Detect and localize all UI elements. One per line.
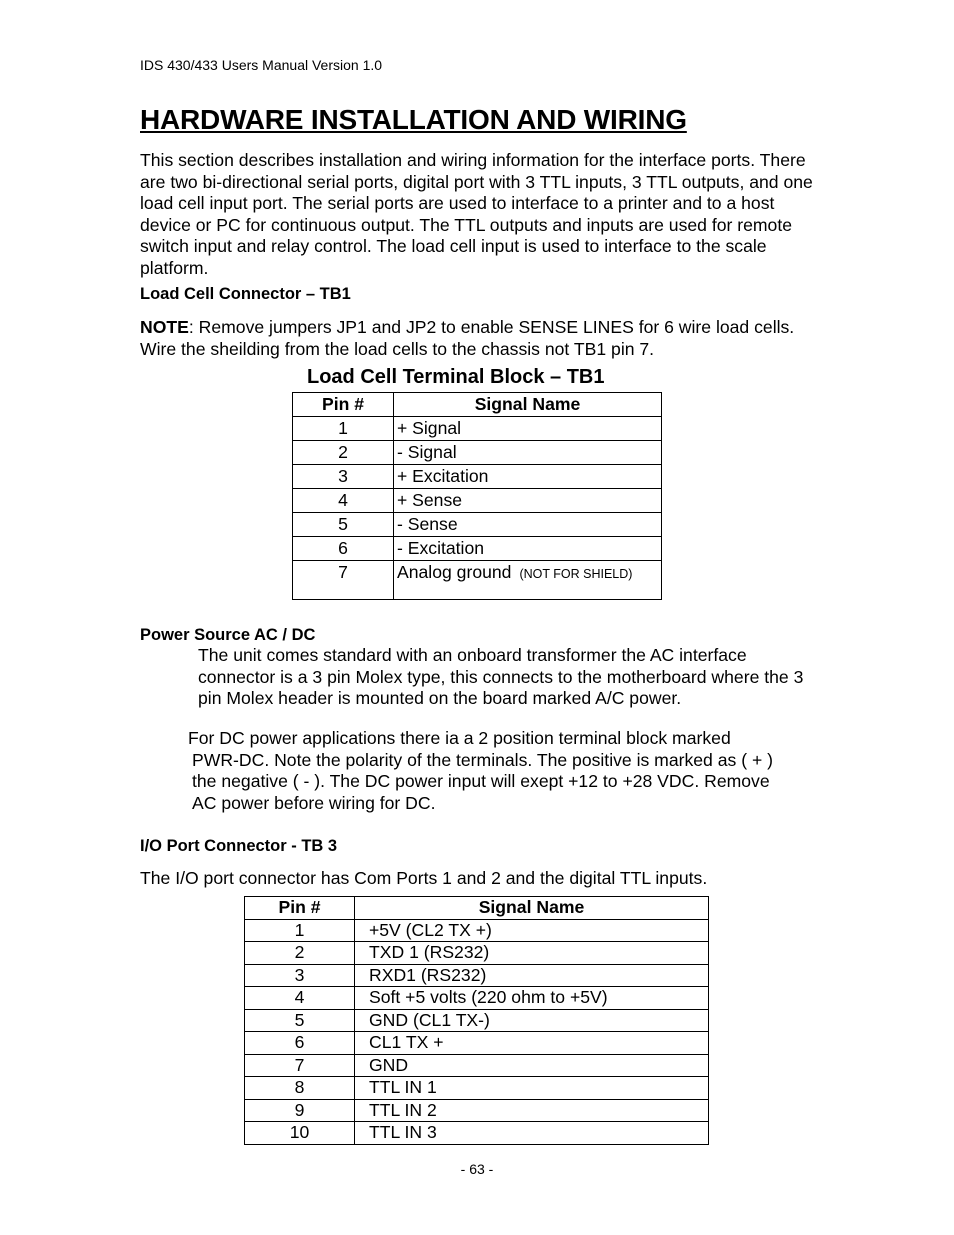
signal-name: +5V (CL2 TX +): [369, 919, 492, 940]
table-row: [293, 513, 662, 537]
table-header-row: [245, 897, 709, 920]
table-row: [245, 919, 709, 942]
pin-cell: 3: [245, 964, 355, 987]
io-port-intro: The I/O port connector has Com Ports 1 and 2 and the digital TTL inputs.: [140, 868, 708, 888]
table-row: [293, 417, 662, 441]
table-row: [293, 537, 662, 561]
table-row: [293, 489, 662, 513]
pin-cell: 3: [293, 465, 394, 489]
signal-name: GND (CL1 TX-): [369, 1009, 490, 1030]
signal-name: + Sense: [397, 490, 463, 510]
page-title: HARDWARE INSTALLATION AND WIRING: [140, 104, 687, 135]
signal-name: TTL IN 3: [369, 1122, 437, 1143]
signal-cell: [355, 1077, 709, 1100]
io-port-heading: I/O Port Connector - TB 3: [140, 837, 338, 855]
signal-name: + Signal: [397, 418, 462, 438]
intro-paragraph: This section describes installation and wiring information for the interface ports. There are two bi-directional serial ports, digital port with 3 TTL inputs, 3 TTL outputs, and one load cell input port. The serial ports are used to interface to a printer and to a host device or PC for continuous output. The TTL outputs and inputs are used for remote switch input and relay control. The load cell input is used to interface to the scale platform.: [140, 150, 813, 278]
signal-name: - Sense: [397, 514, 458, 534]
tb3-table: [244, 896, 709, 1145]
signal-cell: [394, 465, 662, 489]
signal-cell: [355, 964, 709, 987]
table-row: [245, 1122, 709, 1145]
pin-cell: 6: [293, 537, 394, 561]
table-row: [245, 964, 709, 987]
table-row: [293, 441, 662, 465]
signal-cell: [394, 441, 662, 465]
page-number: - 63 -: [460, 1161, 494, 1177]
table-row: [293, 561, 662, 600]
signal-cell: [355, 1009, 709, 1032]
pin-cell: 5: [245, 1009, 355, 1032]
signal-name: GND: [369, 1054, 409, 1075]
pin-cell: 2: [293, 441, 394, 465]
signal-name: RXD1 (RS232): [369, 964, 487, 985]
column-header-signal: Signal Name: [355, 897, 709, 920]
power-ac-paragraph: The unit comes standard with an onboard transformer the AC interface connector is a 3 pin Molex type, this connects to the motherboard where the 3 pin Molex header is mounted on the board marked A/C power.: [198, 645, 804, 708]
power-dc-line: For DC power applications there ia a 2 position terminal block marked: [188, 728, 731, 748]
running-head: IDS 430/433 Users Manual Version 1.0: [140, 57, 383, 73]
pin-cell: 4: [293, 489, 394, 513]
signal-name: Soft +5 volts (220 ohm to +5V): [369, 987, 608, 1008]
table-row: [245, 942, 709, 965]
table-row: [245, 987, 709, 1010]
signal-name: CL1 TX +: [369, 1032, 444, 1053]
table-header-row: [293, 393, 662, 417]
power-dc-line: AC power before wiring for DC.: [192, 792, 436, 813]
signal-note: (NOT FOR SHIELD): [519, 567, 633, 581]
signal-cell: [394, 513, 662, 537]
pin-cell: 5: [293, 513, 394, 537]
power-heading: Power Source AC / DC: [140, 626, 316, 644]
pin-cell: 4: [245, 987, 355, 1010]
column-header-pin: Pin #: [245, 897, 355, 920]
signal-name: TTL IN 1: [369, 1077, 437, 1098]
signal-name: TTL IN 2: [369, 1099, 437, 1120]
signal-cell: [355, 1122, 709, 1145]
signal-name: TXD 1 (RS232): [369, 942, 490, 963]
pin-cell: 7: [293, 561, 394, 600]
load-cell-note: [140, 317, 820, 360]
signal-cell: [355, 942, 709, 965]
table-row: [245, 1077, 709, 1100]
signal-name: - Signal: [397, 442, 457, 462]
signal-cell: [394, 537, 662, 561]
table-row: [245, 1009, 709, 1032]
signal-cell: [355, 987, 709, 1010]
pin-cell: 2: [245, 942, 355, 965]
power-dc-line: PWR-DC. Note the polarity of the terminals. The positive is marked as ( + ): [192, 749, 773, 770]
pin-cell: 8: [245, 1077, 355, 1100]
signal-cell: [355, 1099, 709, 1122]
tb1-table: [292, 392, 662, 600]
pin-cell: 10: [245, 1122, 355, 1145]
pin-cell: 7: [245, 1054, 355, 1077]
table-row: [245, 1099, 709, 1122]
pin-cell: 6: [245, 1032, 355, 1055]
table-row: [293, 465, 662, 489]
signal-cell: [355, 1032, 709, 1055]
pin-cell: 1: [293, 417, 394, 441]
power-dc-line: the negative ( - ). The DC power input will exept +12 to +28 VDC. Remove: [192, 771, 770, 791]
note-text: : Remove jumpers JP1 and JP2 to enable SENSE LINES for 6 wire load cells. Wire the sheilding from the load cells to the chassis not TB1 pin 7.: [140, 317, 795, 359]
load-cell-heading: Load Cell Connector – TB1: [140, 285, 351, 303]
tb1-table-title: Load Cell Terminal Block – TB1: [307, 366, 605, 388]
column-header-signal: Signal Name: [394, 393, 662, 417]
signal-cell: [355, 1054, 709, 1077]
signal-name: + Excitation: [397, 466, 489, 486]
signal-cell: [355, 919, 709, 942]
signal-name: Analog ground: [397, 562, 512, 582]
signal-cell: [394, 561, 662, 600]
power-dc-paragraph: [188, 728, 828, 814]
column-header-pin: Pin #: [293, 393, 394, 417]
signal-cell: [394, 417, 662, 441]
signal-name: - Excitation: [397, 538, 485, 558]
signal-cell: [394, 489, 662, 513]
pin-cell: 9: [245, 1099, 355, 1122]
table-row: [245, 1032, 709, 1055]
pin-cell: 1: [245, 919, 355, 942]
note-label: NOTE: [140, 317, 189, 337]
table-row: [245, 1054, 709, 1077]
